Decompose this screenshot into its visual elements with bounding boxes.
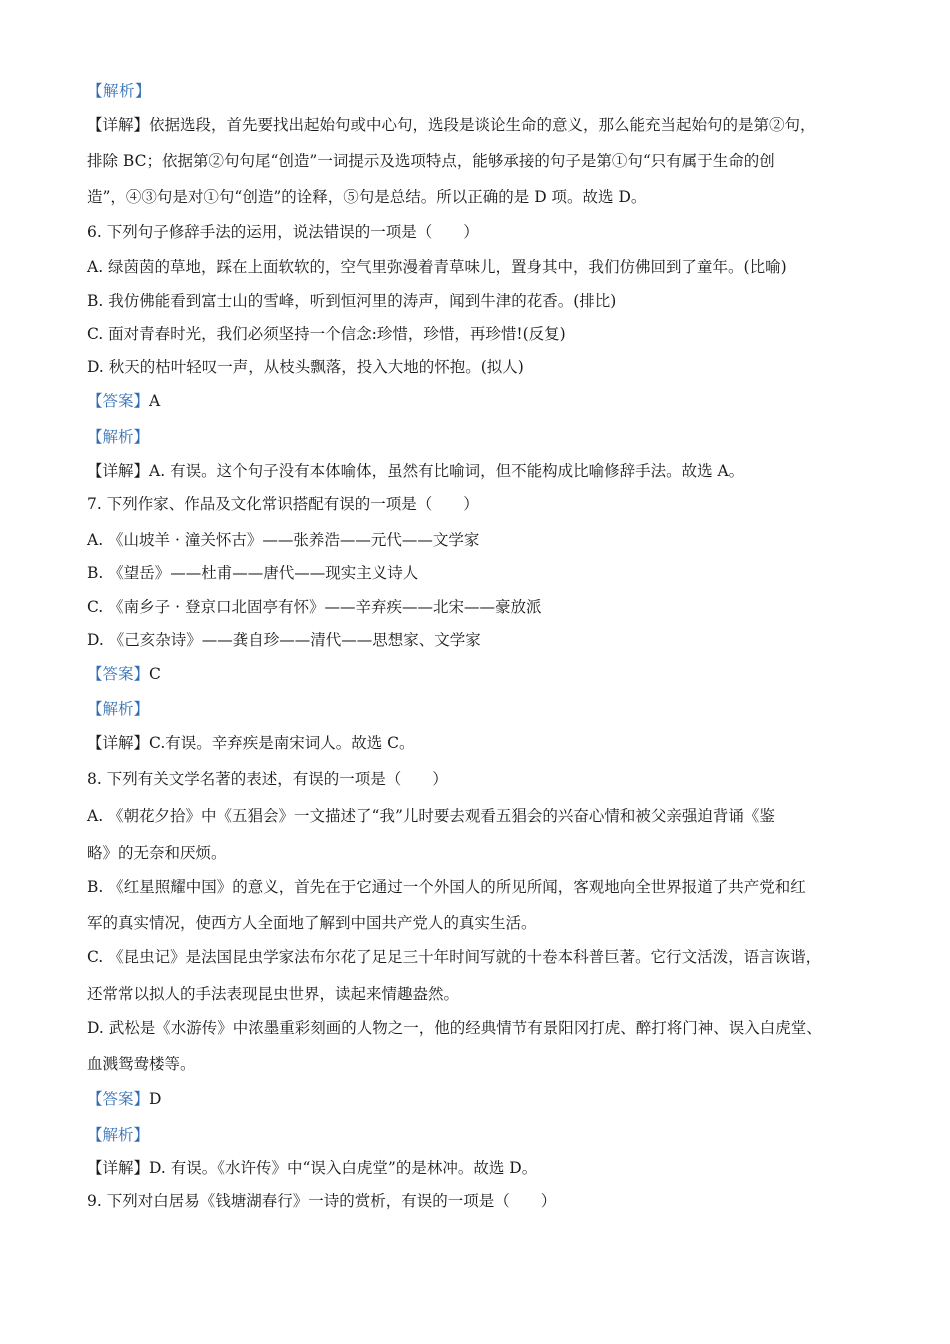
detail-paragraph xyxy=(87,1157,890,1179)
option-c-line: 还常常以拟人的手法表现昆虫世界，读起来情趣盎然。 xyxy=(87,985,460,1003)
analysis-label: 【解析】 xyxy=(87,428,150,446)
answer-value: C xyxy=(149,665,161,683)
answer-label: 【答案】 xyxy=(87,1090,150,1108)
detail-text: A. 有误。这个句子没有本体喻体，虽然有比喻词，但不能构成比喻修辞手法。故选 A。 xyxy=(149,462,745,480)
question-8-stem: 8. 下列有关文学名著的表述，有误的一项是（ ） xyxy=(87,770,448,788)
detail-line: 排除 BC；依据第②句句尾“创造”一词提示及选项特点，能够承接的句子是第①句“只有属于生命的创 xyxy=(87,152,775,170)
option-c-line: C. 《昆虫记》是法国昆虫学家法布尔花了足足三十年时间写就的十卷本科普巨著。它行文活泼，语言诙谐， xyxy=(87,948,822,966)
answer-value: A xyxy=(149,392,161,410)
detail-paragraph xyxy=(87,732,890,754)
analysis-label: 【解析】 xyxy=(87,82,152,100)
detail-paragraph xyxy=(87,114,890,136)
detail-text: D. 有误。《水许传》中“误入白虎堂”的是林冲。故选 D。 xyxy=(149,1159,538,1177)
answer-label: 【答案】 xyxy=(87,665,150,683)
answer-value: D xyxy=(149,1090,162,1108)
option-b-line: 军的真实情况，使西方人全面地了解到中国共产党人的真实生活。 xyxy=(87,914,537,932)
option-d: D. 《己亥杂诗》——龚自珍——清代——思想家、文学家 xyxy=(87,631,481,649)
answer-row xyxy=(87,1088,890,1110)
option-a-line: 略》的无奈和厌烦。 xyxy=(87,844,227,862)
option-b-line: B. 《红星照耀中国》的意义，首先在于它通过一个外国人的所见所闻，客观地向全世界报道了共产党和红 xyxy=(87,878,806,896)
detail-label: 【详解】 xyxy=(87,462,150,480)
question-9-stem: 9. 下列对白居易《钱塘湖春行》一诗的赏析，有误的一项是（ ） xyxy=(87,1192,557,1210)
analysis-label: 【解析】 xyxy=(87,1126,150,1144)
option-d-line: 血溅鸳鸯楼等。 xyxy=(87,1055,196,1073)
option-a: A. 《山坡羊 · 潼关怀古》——张养浩——元代——文学家 xyxy=(87,531,480,549)
detail-paragraph xyxy=(87,460,890,482)
detail-label: 【详解】 xyxy=(87,1159,150,1177)
option-b: B. 我仿佛能看到富士山的雪峰，听到恒河里的涛声，闻到牛津的花香。(排比) xyxy=(87,292,617,310)
option-d-line: D. 武松是《水游传》中浓墨重彩刻画的人物之一，他的经典情节有景阳冈打虎、醉打将门神、误入白虎堂、 xyxy=(87,1019,822,1037)
detail-line: 造”，④③句是对①句“创造”的诠释，⑤句是总结。所以正确的是 D 项。故选 D。 xyxy=(87,188,647,206)
detail-text: C.有误。辛弃疾是南宋词人。故选 C。 xyxy=(149,734,415,752)
option-d: D. 秋天的枯叶轻叹一声，从枝头飘落，投入大地的怀抱。(拟人) xyxy=(87,358,524,376)
detail-label: 【详解】 xyxy=(87,116,150,134)
option-c: C. 《南乡子 · 登京口北固亭有怀》——辛弃疾——北宋——豪放派 xyxy=(87,598,542,616)
option-a-line: A. 《朝花夕拾》中《五猖会》一文描述了“我”儿时要去观看五猖会的兴奋心情和被父亲强迫背诵《鉴 xyxy=(87,807,775,825)
option-a: A. 绿茵茵的草地，踩在上面软软的，空气里弥漫着青草味儿，置身其中，我们仿佛回到了童年。(比喻) xyxy=(87,258,787,276)
option-c: C. 面对青春时光，我们必须坚持一个信念:珍惜，珍惜，再珍惜!(反复) xyxy=(87,325,566,343)
analysis-label: 【解析】 xyxy=(87,700,150,718)
answer-row xyxy=(87,663,890,685)
option-b: B. 《望岳》——杜甫——唐代——现实主义诗人 xyxy=(87,564,419,582)
detail-line: 依据选段，首先要找出起始句或中心句，选段是谈论生命的意义，那么能充当起始句的是第②句， xyxy=(149,116,816,134)
question-6-stem: 6. 下列句子修辞手法的运用，说法错误的一项是（ ） xyxy=(87,223,479,241)
question-7-stem: 7. 下列作家、作品及文化常识搭配有误的一项是（ ） xyxy=(87,495,479,513)
detail-label: 【详解】 xyxy=(87,734,150,752)
answer-label: 【答案】 xyxy=(87,392,150,410)
answer-row xyxy=(87,390,890,412)
